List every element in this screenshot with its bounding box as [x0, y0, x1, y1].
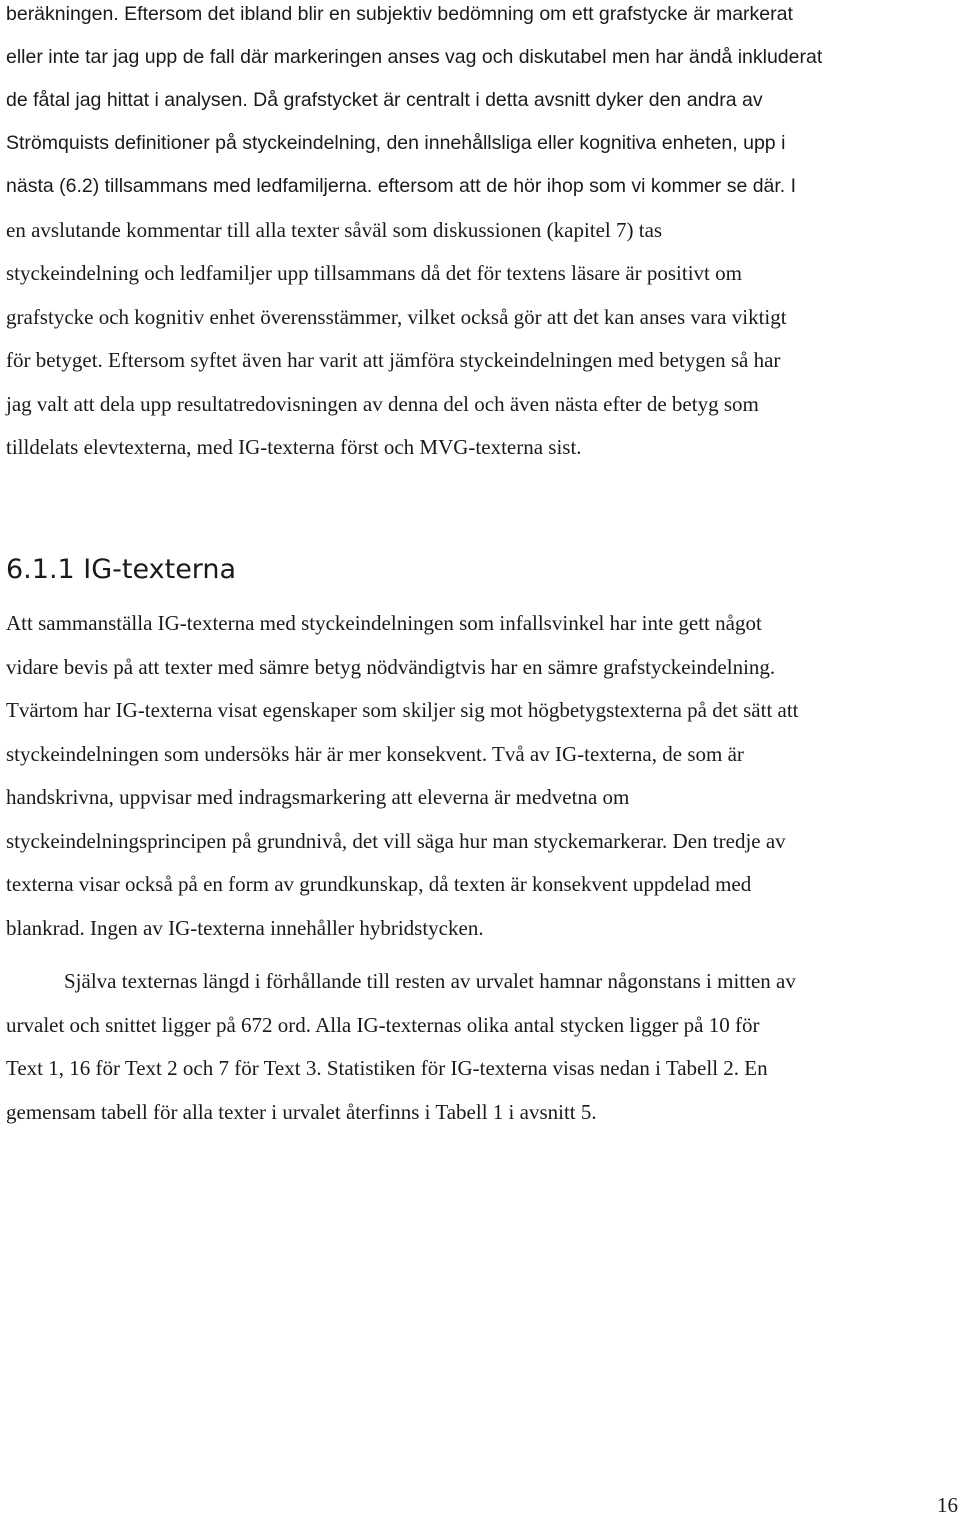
text-line: Strömquists definitioner på styckeindelning, den innehållsliga eller kognitiva enheten, upp i [6, 132, 786, 154]
text-line: gemensam tabell för alla texter i urvalet återfinns i Tabell 1 i avsnitt 5. [6, 1100, 597, 1124]
text-line: de fåtal jag hittat i analysen. Då grafstycket är centralt i detta avsnitt dyker den andra av [6, 89, 763, 111]
text-line: styckeindelningsprincipen på grundnivå, det vill säga hur man styckemarkerar. Den tredje av [6, 829, 786, 853]
text-line: tilldelats elevtexterna, med IG-texterna först och MVG-texterna sist. [6, 435, 582, 459]
text-line: en avslutande kommentar till alla texter såväl som diskussionen (kapitel 7) tas [6, 218, 663, 242]
text-line: för betyget. Eftersom syftet även har varit att jämföra styckeindelningen med betygen så har [6, 348, 781, 372]
text-line: beräkningen. Eftersom det ibland blir en subjektiv bedömning om ett grafstycke är markerat [6, 3, 793, 25]
text-line: eller inte tar jag upp de fall där markeringen anses vag och diskutabel men har ändå inkluderat [6, 46, 823, 68]
text-line: Text 1, 16 för Text 2 och 7 för Text 3. Statistiken för IG-texterna visas nedan i Tabell 2. En [6, 1056, 768, 1080]
text-line: Själva texternas längd i förhållande till resten av urvalet hamnar någonstans i mitten av [64, 969, 796, 993]
text-line: urvalet och snittet ligger på 672 ord. Alla IG-texternas olika antal stycken ligger på 10 för [6, 1013, 760, 1037]
text-line: grafstycke och kognitiv enhet överensstämmer, vilket också gör att det kan anses vara viktigt [6, 305, 787, 329]
text-line: Tvärtom har IG-texterna visat egenskaper som skiljer sig mot högbetygstexterna på det sätt att [6, 698, 799, 722]
text-line: styckeindelningen som undersöks här är mer konsekvent. Två av IG-texterna, de som är [6, 742, 744, 766]
section-heading: 6.1.1 IG-texterna [6, 554, 237, 585]
text-line: texterna visar också på en form av grundkunskap, då texten är konsekvent uppdelad med [6, 872, 752, 896]
text-line: vidare bevis på att texter med sämre betyg nödvändigtvis har en sämre grafstyckeindelning. [6, 655, 776, 679]
text-line: handskrivna, uppvisar med indragsmarkering att eleverna är medvetna om [6, 785, 630, 809]
text-line: blankrad. Ingen av IG-texterna innehåller hybridstycken. [6, 916, 484, 940]
text-line: Att sammanställa IG-texterna med styckeindelningen som infallsvinkel har inte gett något [6, 611, 762, 635]
text-line: styckeindelning och ledfamiljer upp tillsammans då det för textens läsare är positivt om [6, 261, 742, 285]
text-line: nästa (6.2) tillsammans med ledfamiljerna. eftersom att de hör ihop som vi kommer se där. I [6, 175, 797, 197]
text-line: jag valt att dela upp resultatredovisningen av denna del och även nästa efter de betyg som [6, 392, 759, 416]
page-number: 16 [937, 1493, 958, 1517]
